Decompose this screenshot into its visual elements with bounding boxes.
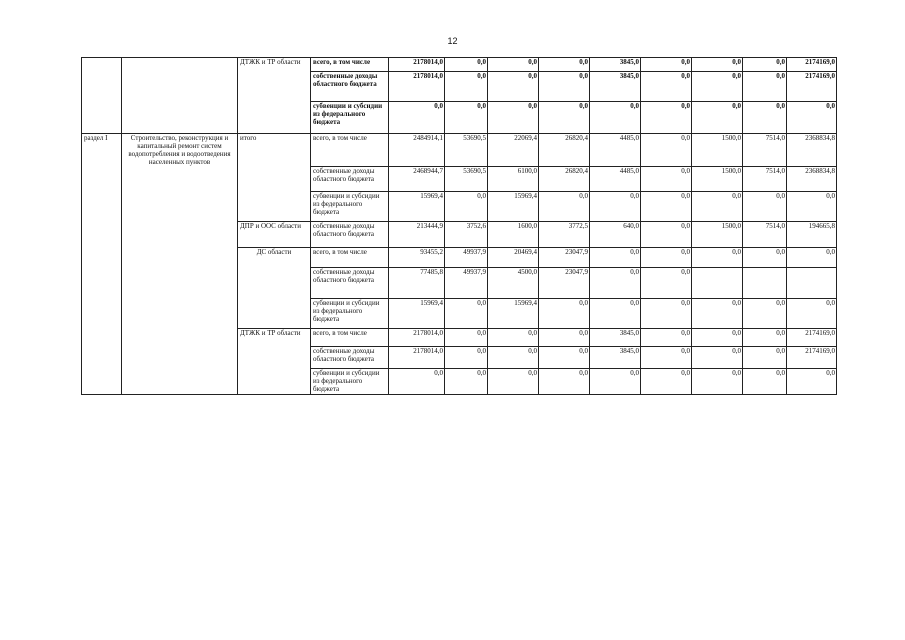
value-cell: 22069,4 <box>488 134 539 167</box>
value-cell: 0,0 <box>641 368 692 394</box>
value-cell: 2368834,8 <box>787 134 837 167</box>
value-cell: 7514,0 <box>743 134 787 167</box>
value-cell: 0,0 <box>445 368 488 394</box>
section-cell <box>82 328 122 346</box>
value-cell: 0,0 <box>445 191 488 221</box>
section-cell <box>82 191 122 221</box>
activity-name-cell <box>122 58 238 72</box>
value-cell: 49937,9 <box>445 247 488 267</box>
table-row <box>82 267 837 298</box>
funding-type-cell: всего, в том числе <box>311 58 389 72</box>
funding-type-cell: собственные доходы областного бюджета <box>311 267 389 298</box>
activity-name-cell <box>122 368 238 394</box>
value-cell: 0,0 <box>787 368 837 394</box>
section-cell <box>82 267 122 298</box>
value-cell: 0,0 <box>692 328 743 346</box>
value-cell: 0,0 <box>389 368 445 394</box>
activity-name-cell <box>122 298 238 328</box>
value-cell: 0,0 <box>488 328 539 346</box>
value-cell: 0,0 <box>445 298 488 328</box>
value-cell: 20469,4 <box>488 247 539 267</box>
activity-name-cell <box>122 267 238 298</box>
value-cell: 0,0 <box>692 72 743 102</box>
value-cell: 0,0 <box>641 328 692 346</box>
organization-cell <box>238 298 311 328</box>
activity-name-cell <box>122 247 238 267</box>
value-cell: 2174169,0 <box>787 346 837 368</box>
value-cell: 0,0 <box>641 298 692 328</box>
value-cell: 15969,4 <box>389 191 445 221</box>
table-row <box>82 346 837 368</box>
activity-name-cell <box>122 328 238 346</box>
value-cell: 0,0 <box>692 346 743 368</box>
value-cell: 2178014,0 <box>389 72 445 102</box>
table-row <box>82 298 837 328</box>
value-cell: 194665,8 <box>787 221 837 247</box>
section-cell <box>82 368 122 394</box>
table-row <box>82 221 837 247</box>
activity-name-cell <box>122 166 238 191</box>
value-cell: 2174169,0 <box>787 58 837 72</box>
value-cell: 77485,8 <box>389 267 445 298</box>
value-cell: 15969,4 <box>389 298 445 328</box>
value-cell: 0,0 <box>539 191 590 221</box>
value-cell: 0,0 <box>488 102 539 134</box>
value-cell: 3845,0 <box>590 72 641 102</box>
value-cell: 0,0 <box>539 72 590 102</box>
value-cell: 4485,0 <box>590 134 641 167</box>
value-cell: 0,0 <box>539 102 590 134</box>
value-cell: 3752,6 <box>445 221 488 247</box>
value-cell: 0,0 <box>590 298 641 328</box>
value-cell: 53690,5 <box>445 134 488 167</box>
value-cell: 0,0 <box>787 102 837 134</box>
section-cell: раздел I <box>82 134 122 167</box>
section-cell <box>82 102 122 134</box>
section-cell <box>82 58 122 72</box>
value-cell: 2178014,0 <box>389 346 445 368</box>
value-cell: 0,0 <box>539 328 590 346</box>
table-row <box>82 368 837 394</box>
value-cell: 0,0 <box>539 368 590 394</box>
value-cell: 0,0 <box>787 191 837 221</box>
value-cell: 3845,0 <box>590 328 641 346</box>
funding-type-cell: субвенции и субсидии из федерального бюджета <box>311 298 389 328</box>
section-cell <box>82 166 122 191</box>
value-cell: 26820,4 <box>539 134 590 167</box>
value-cell: 15969,4 <box>488 298 539 328</box>
value-cell: 15969,4 <box>488 191 539 221</box>
table-row <box>82 58 837 72</box>
value-cell: 0,0 <box>692 58 743 72</box>
value-cell: 0,0 <box>539 58 590 72</box>
value-cell: 0,0 <box>743 346 787 368</box>
funding-type-cell: собственные доходы областного бюджета <box>311 72 389 102</box>
funding-type-cell: всего, в том числе <box>311 247 389 267</box>
value-cell: 213444,9 <box>389 221 445 247</box>
value-cell: 3772,5 <box>539 221 590 247</box>
value-cell: 0,0 <box>692 368 743 394</box>
section-cell <box>82 298 122 328</box>
value-cell: 0,0 <box>787 247 837 267</box>
organization-cell <box>238 72 311 102</box>
value-cell: 0,0 <box>445 102 488 134</box>
page-number: 12 <box>447 36 458 46</box>
value-cell: 0,0 <box>445 328 488 346</box>
value-cell: 0,0 <box>641 191 692 221</box>
table-row <box>82 72 837 102</box>
section-cell <box>82 221 122 247</box>
value-cell: 0,0 <box>445 72 488 102</box>
value-cell: 0,0 <box>641 102 692 134</box>
value-cell: 3845,0 <box>590 58 641 72</box>
table-row <box>82 328 837 346</box>
value-cell: 0,0 <box>743 102 787 134</box>
organization-cell <box>238 346 311 368</box>
value-cell: 53690,5 <box>445 166 488 191</box>
value-cell: 2178014,0 <box>389 328 445 346</box>
value-cell: 0,0 <box>743 247 787 267</box>
value-cell: 2174169,0 <box>787 72 837 102</box>
value-cell: 4500,0 <box>488 267 539 298</box>
value-cell: 0,0 <box>590 267 641 298</box>
value-cell: 0,0 <box>539 298 590 328</box>
value-cell: 0,0 <box>590 191 641 221</box>
value-cell: 6100,0 <box>488 166 539 191</box>
value-cell: 7514,0 <box>743 166 787 191</box>
section-cell <box>82 346 122 368</box>
value-cell: 7514,0 <box>743 221 787 247</box>
funding-type-cell: собственные доходы областного бюджета <box>311 346 389 368</box>
value-cell: 0,0 <box>389 102 445 134</box>
organization-cell: итого <box>238 134 311 167</box>
value-cell <box>787 267 837 298</box>
value-cell: 0,0 <box>488 58 539 72</box>
value-cell: 2484914,1 <box>389 134 445 167</box>
value-cell: 0,0 <box>692 191 743 221</box>
value-cell: 0,0 <box>743 298 787 328</box>
value-cell: 0,0 <box>445 346 488 368</box>
activity-name-cell <box>122 72 238 102</box>
funding-type-cell: субвенции и субсидии из федерального бюджета <box>311 102 389 134</box>
value-cell: 0,0 <box>641 221 692 247</box>
organization-cell: ДТЖК и ТР области <box>238 58 311 72</box>
value-cell: 1500,0 <box>692 221 743 247</box>
value-cell: 0,0 <box>641 267 692 298</box>
organization-cell: ДТЖК и ТР области <box>238 328 311 346</box>
value-cell: 1600,0 <box>488 221 539 247</box>
value-cell: 23047,9 <box>539 267 590 298</box>
value-cell: 26820,4 <box>539 166 590 191</box>
value-cell: 0,0 <box>692 298 743 328</box>
funding-type-cell: субвенции и субсидии из федерального бюджета <box>311 368 389 394</box>
value-cell: 0,0 <box>539 346 590 368</box>
value-cell: 49937,9 <box>445 267 488 298</box>
value-cell: 1500,0 <box>692 134 743 167</box>
activity-name-cell <box>122 221 238 247</box>
value-cell: 0,0 <box>590 102 641 134</box>
value-cell: 2468944,7 <box>389 166 445 191</box>
table-row <box>82 134 837 167</box>
value-cell: 0,0 <box>641 247 692 267</box>
value-cell: 0,0 <box>692 102 743 134</box>
organization-cell <box>238 267 311 298</box>
value-cell: 0,0 <box>787 298 837 328</box>
activity-name-cell: Строительство, реконструкция и капитальный ремонт систем водопотребления и водоотведения населенных пунктов <box>122 134 238 167</box>
value-cell: 0,0 <box>743 72 787 102</box>
value-cell: 23047,9 <box>539 247 590 267</box>
value-cell: 0,0 <box>590 247 641 267</box>
funding-type-cell: собственные доходы областного бюджета <box>311 221 389 247</box>
value-cell: 93455,2 <box>389 247 445 267</box>
value-cell: 0,0 <box>590 368 641 394</box>
activity-name-cell <box>122 191 238 221</box>
value-cell: 0,0 <box>641 134 692 167</box>
funding-type-cell: собственные доходы областного бюджета <box>311 166 389 191</box>
table-row <box>82 166 837 191</box>
value-cell: 0,0 <box>692 247 743 267</box>
organization-cell: ДС области <box>238 247 311 267</box>
value-cell: 0,0 <box>488 72 539 102</box>
organization-cell <box>238 102 311 134</box>
budget-table <box>81 57 837 395</box>
organization-cell <box>238 166 311 191</box>
value-cell <box>692 267 743 298</box>
value-cell: 0,0 <box>488 368 539 394</box>
organization-cell: ДПР и ООС области <box>238 221 311 247</box>
value-cell: 640,0 <box>590 221 641 247</box>
value-cell: 0,0 <box>641 58 692 72</box>
table-row <box>82 102 837 134</box>
value-cell <box>743 267 787 298</box>
value-cell: 0,0 <box>743 58 787 72</box>
value-cell: 2368834,8 <box>787 166 837 191</box>
value-cell: 3845,0 <box>590 346 641 368</box>
funding-type-cell: субвенции и субсидии из федерального бюджета <box>311 191 389 221</box>
section-cell <box>82 72 122 102</box>
value-cell: 2178014,0 <box>389 58 445 72</box>
table-row <box>82 247 837 267</box>
value-cell: 0,0 <box>641 166 692 191</box>
value-cell: 0,0 <box>743 328 787 346</box>
value-cell: 0,0 <box>641 72 692 102</box>
value-cell: 2174169,0 <box>787 328 837 346</box>
value-cell: 0,0 <box>488 346 539 368</box>
activity-name-cell <box>122 102 238 134</box>
funding-type-cell: всего, в том числе <box>311 328 389 346</box>
value-cell: 0,0 <box>445 58 488 72</box>
value-cell: 0,0 <box>743 368 787 394</box>
value-cell: 4485,0 <box>590 166 641 191</box>
activity-name-cell <box>122 346 238 368</box>
organization-cell <box>238 191 311 221</box>
value-cell: 0,0 <box>641 346 692 368</box>
table-row <box>82 191 837 221</box>
organization-cell <box>238 368 311 394</box>
value-cell: 1500,0 <box>692 166 743 191</box>
value-cell: 0,0 <box>743 191 787 221</box>
funding-type-cell: всего, в том числе <box>311 134 389 167</box>
section-cell <box>82 247 122 267</box>
